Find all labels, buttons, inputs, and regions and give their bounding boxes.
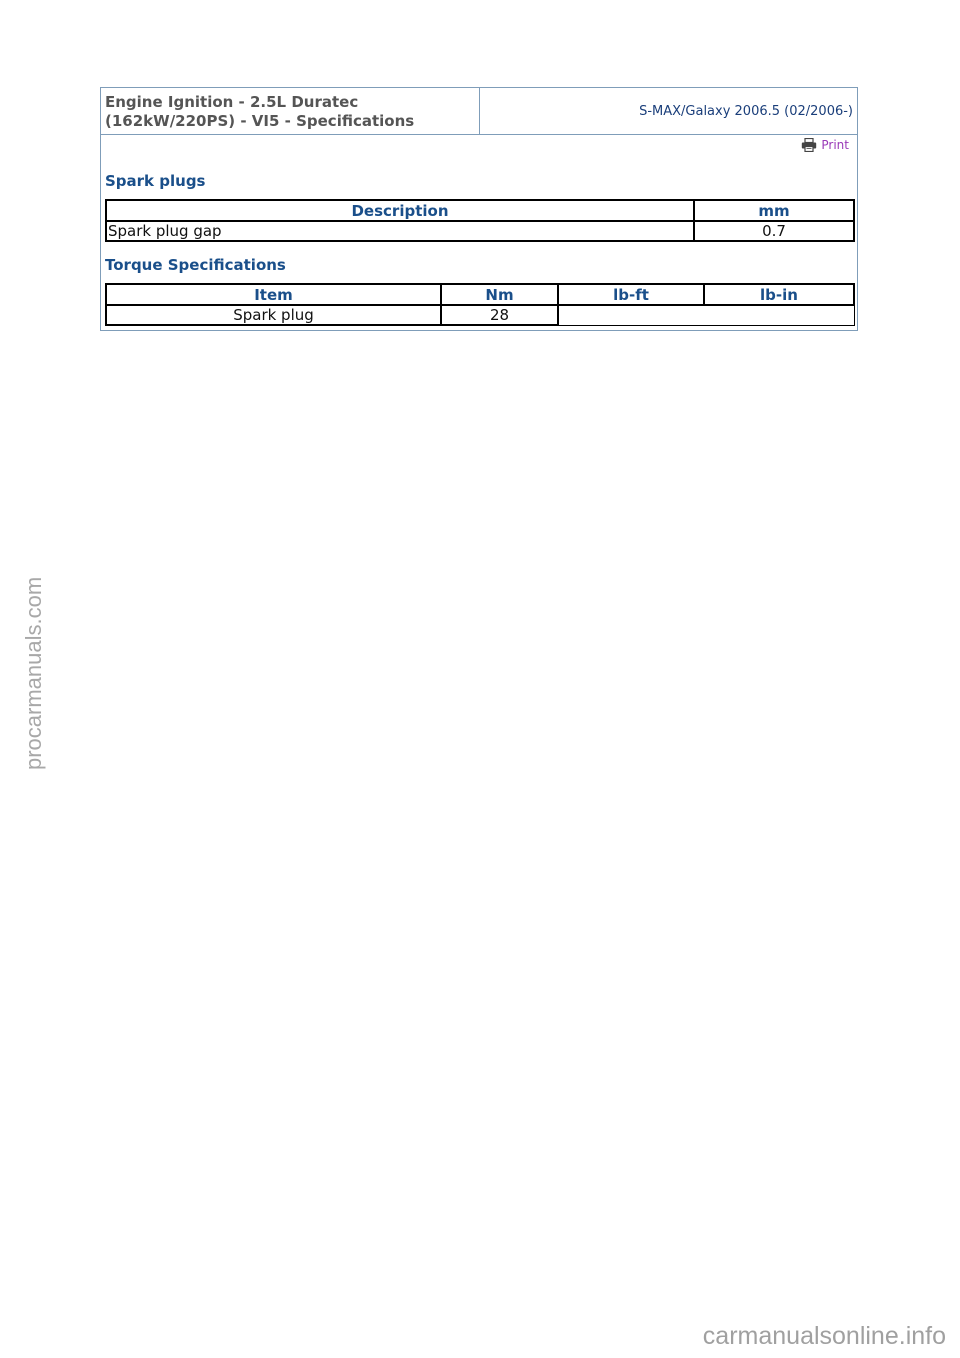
bottom-watermark: carmanualsonline.info [702, 1322, 946, 1350]
cell-mm: 0.7 [694, 221, 854, 241]
page-header [101, 88, 857, 135]
column-header-description: Description [106, 200, 694, 221]
column-header-lb-ft: lb-ft [558, 284, 704, 305]
print-label: Print [821, 138, 849, 152]
header-divider [479, 88, 480, 134]
torque-specifications-heading: Torque Specifications [105, 256, 286, 274]
table-row [106, 305, 854, 325]
column-header-nm: Nm [441, 284, 558, 305]
document-frame [100, 87, 858, 331]
cell-nm: 28 [441, 305, 558, 325]
cell-item: Spark plug [106, 305, 441, 325]
cell-description: Spark plug gap [106, 221, 694, 241]
spark-plug-table [105, 199, 855, 242]
page-title: Engine Ignition - 2.5L Duratec (162kW/220PS) - VI5 - Specifications [105, 93, 415, 130]
table-row [106, 221, 854, 241]
column-header-item: Item [106, 284, 441, 305]
side-watermark: procarmanuals.com [21, 576, 46, 770]
cell-empty [558, 305, 854, 325]
column-header-lb-in: lb-in [704, 284, 854, 305]
torque-table [105, 283, 855, 326]
column-header-mm: mm [694, 200, 854, 221]
print-button[interactable] [801, 138, 849, 152]
vehicle-model: S-MAX/Galaxy 2006.5 (02/2006-) [639, 104, 853, 119]
table-header-row [106, 284, 854, 305]
table-header-row [106, 200, 854, 221]
printer-icon [801, 138, 817, 152]
spark-plugs-heading: Spark plugs [105, 172, 206, 190]
